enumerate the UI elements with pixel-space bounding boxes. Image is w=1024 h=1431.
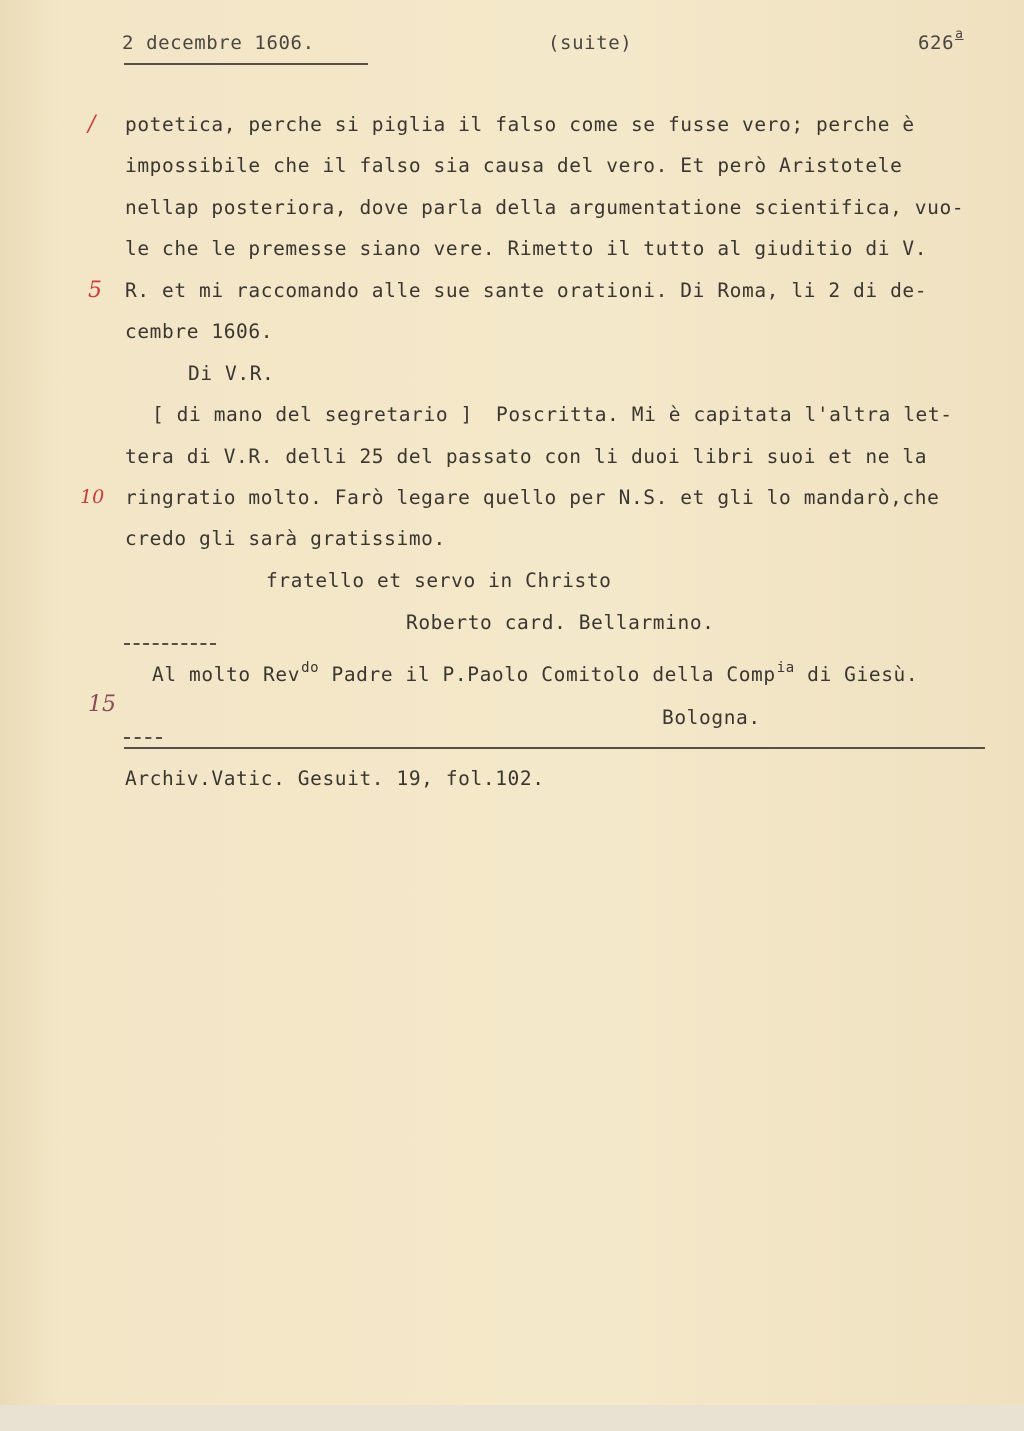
address-comp-superscript: ia xyxy=(776,660,795,676)
address-city: Bologna. xyxy=(662,706,761,729)
letter-line: potetica, perche si piglia il falso come se fusse vero; perche è xyxy=(125,113,915,136)
address-middle: Padre il P.Paolo Comitolo della Comp xyxy=(319,663,776,686)
letter-line: le che le premesse siano vere. Rimetto il tutto al giuditio di V. xyxy=(125,237,928,260)
separator-dashes-short xyxy=(124,737,162,739)
footer-rule xyxy=(124,747,985,749)
signature: Roberto card. Bellarmino. xyxy=(406,611,715,634)
margin-line-number: / xyxy=(88,112,96,137)
page-suffix: a xyxy=(955,27,964,42)
header-page-number xyxy=(918,27,964,58)
address-suffix: di Giesù. xyxy=(794,663,919,686)
letter-line: cembre 1606. xyxy=(125,320,274,343)
header-date: 2 decembre 1606. xyxy=(122,32,315,54)
postscript-line: Poscritta. Mi è capitata l'altra let- xyxy=(496,403,953,426)
postscript-note: [ di mano del segretario ] xyxy=(152,403,473,426)
postscript-line: credo gli sarà gratissimo. xyxy=(125,527,446,550)
header-suite: (suite) xyxy=(548,32,633,54)
address-line xyxy=(152,660,919,689)
postscript-line: tera di V.R. delli 25 del passato con li duoi libri suoi et ne la xyxy=(125,445,928,468)
separator-dashes xyxy=(124,643,216,645)
address-prefix: Al molto Rev xyxy=(152,663,301,686)
salutation: Di V.R. xyxy=(188,362,275,385)
scan-bottom-edge xyxy=(0,1405,1024,1431)
letter-line: R. et mi raccomando alle sue sante orationi. Di Roma, li 2 di de- xyxy=(125,279,928,302)
letter-line: nellap posteriora, dove parla della argumentatione scientifica, vuo- xyxy=(125,196,965,219)
address-rev-superscript: do xyxy=(301,660,320,676)
closing: fratello et servo in Christo xyxy=(266,569,612,592)
margin-line-number: 5 xyxy=(88,278,102,303)
header-underline xyxy=(124,63,368,65)
letter-line: impossibile che il falso sia causa del vero. Et però Aristotele xyxy=(125,154,903,177)
margin-line-number: 10 xyxy=(80,486,105,508)
archive-source: Archiv.Vatic. Gesuit. 19, fol.102. xyxy=(125,767,545,790)
page-number: 626 xyxy=(918,32,955,54)
postscript-line: ringratio molto. Farò legare quello per N.S. et gli lo mandarò,che xyxy=(125,486,940,509)
margin-line-number: 15 xyxy=(88,692,116,717)
